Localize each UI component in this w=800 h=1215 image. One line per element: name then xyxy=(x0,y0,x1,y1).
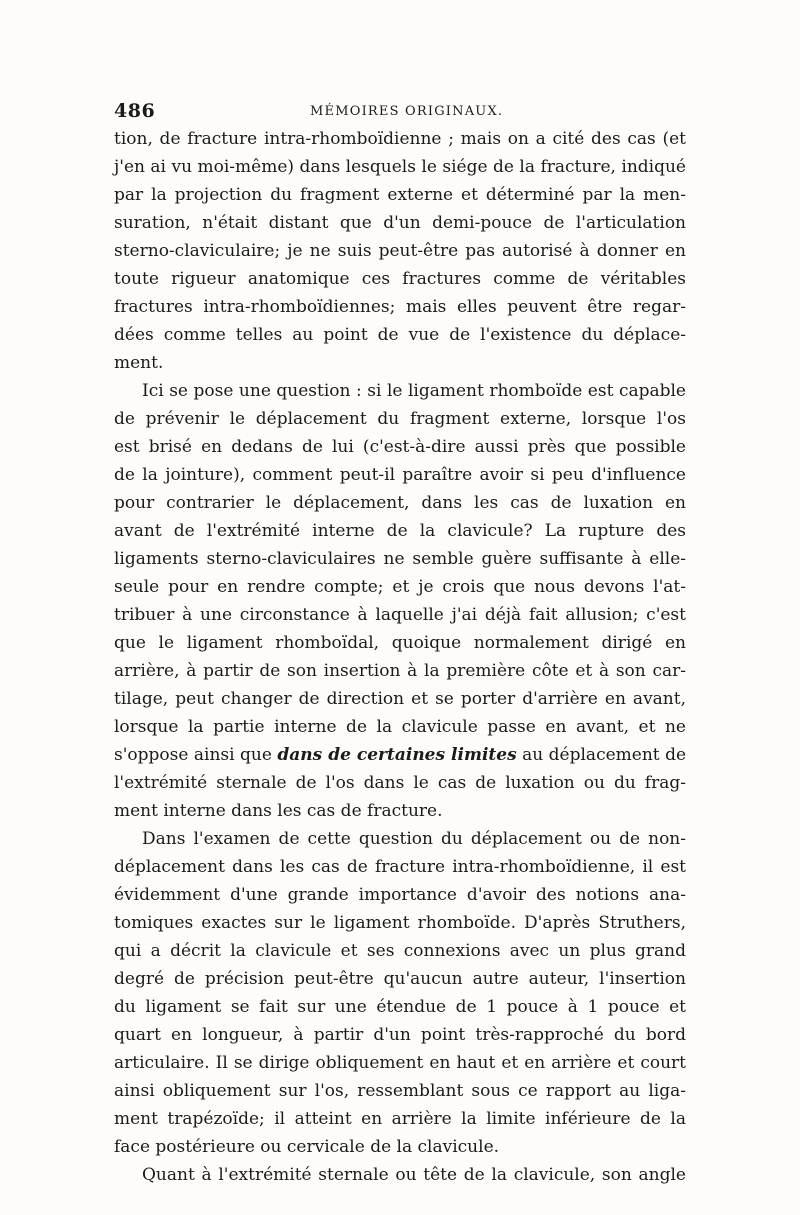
text-line: fractures intra-rhomboïdiennes; mais elles peuvent être regar- xyxy=(114,297,686,317)
text-line: tomiques exactes sur le ligament rhomboïde. D'après Struthers, xyxy=(114,913,686,933)
text-line: face postérieure ou cervicale de la clavicule. xyxy=(114,1137,500,1157)
text-line: déplacement dans les cas de fracture intra-rhomboïdienne, il est xyxy=(114,857,686,877)
text-line: dées comme telles au point de vue de l'existence du déplace- xyxy=(114,325,686,345)
text-line: est brisé en dedans de lui (c'est-à-dire aussi près que possible xyxy=(114,437,686,457)
text-line: ligaments sterno-claviculaires ne semble guère suffisante à elle- xyxy=(114,549,686,569)
italic-phrase: dans de certaines limites xyxy=(277,745,517,765)
text-line: seule pour en rendre compte; et je crois que nous devons l'at- xyxy=(114,577,686,597)
text-line: quart en longueur, à partir d'un point très-rapproché du bord xyxy=(114,1025,686,1045)
paragraph-start-line: Ici se pose une question : si le ligament rhomboïde est capable xyxy=(142,381,686,401)
text-line: avant de l'extrémité interne de la clavicule? La rupture des xyxy=(114,521,686,541)
text-line: évidemment d'une grande importance d'avoir des notions ana- xyxy=(114,885,686,905)
page-number: 486 xyxy=(114,100,156,122)
text-line: pour contrarier le déplacement, dans les cas de luxation en xyxy=(114,493,686,513)
body-text xyxy=(114,125,686,1189)
text-line: toute rigueur anatomique ces fractures comme de véritables xyxy=(114,269,686,289)
text-line: que le ligament rhomboïdal, quoique normalement dirigé en xyxy=(114,633,686,653)
text-line xyxy=(114,741,686,769)
text-line: ment trapézoïde; il atteint en arrière la limite inférieure de la xyxy=(114,1109,686,1129)
text-line: suration, n'était distant que d'un demi-pouce de l'articulation xyxy=(114,213,686,233)
text-line: articulaire. Il se dirige obliquement en haut et en arrière et court xyxy=(114,1053,686,1073)
running-title: MÉMOIRES ORIGINAUX. xyxy=(310,104,504,119)
running-head xyxy=(114,100,694,126)
text-line: sterno-claviculaire; je ne suis peut-être pas autorisé à donner en xyxy=(114,241,686,261)
text-line: lorsque la partie interne de la clavicule passe en avant, et ne xyxy=(114,717,686,737)
text-line: tion, de fracture intra-rhomboïdienne ; mais on a cité des cas (et xyxy=(114,129,686,149)
text-line: ainsi obliquement sur l'os, ressemblant sous ce rapport au liga- xyxy=(114,1081,686,1101)
text-line: degré de précision peut-être qu'aucun autre auteur, l'insertion xyxy=(114,969,686,989)
text-line: tilage, peut changer de direction et se porter d'arrière en avant, xyxy=(114,689,686,709)
text-line: de la jointure), comment peut-il paraître avoir si peu d'influence xyxy=(114,465,686,485)
paragraph-start-line: Dans l'examen de cette question du déplacement ou de non- xyxy=(142,829,686,849)
text-line: du ligament se fait sur une étendue de 1 pouce à 1 pouce et xyxy=(114,997,686,1017)
text-line: l'extrémité sternale de l'os dans le cas de luxation ou du frag- xyxy=(114,773,686,793)
text-line: de prévenir le déplacement du fragment externe, lorsque l'os xyxy=(114,409,686,429)
text-line: tribuer à une circonstance à laquelle j'ai déjà fait allusion; c'est xyxy=(114,605,686,625)
text-line: ment interne dans les cas de fracture. xyxy=(114,801,443,821)
text-line: par la projection du fragment externe et déterminé par la men- xyxy=(114,185,686,205)
text-line: qui a décrit la clavicule et ses connexions avec un plus grand xyxy=(114,941,686,961)
text-line: j'en ai vu moi-même) dans lesquels le siége de la fracture, indiqué xyxy=(114,157,686,177)
paragraph-start-line: Quant à l'extrémité sternale ou tête de la clavicule, son angle xyxy=(142,1165,686,1185)
text-segment: s'oppose ainsi que xyxy=(114,745,272,765)
text-segment: au déplacement de xyxy=(522,745,687,765)
text-line: arrière, à partir de son insertion à la première côte et à son car- xyxy=(114,661,686,681)
text-line: ment. xyxy=(114,353,164,373)
